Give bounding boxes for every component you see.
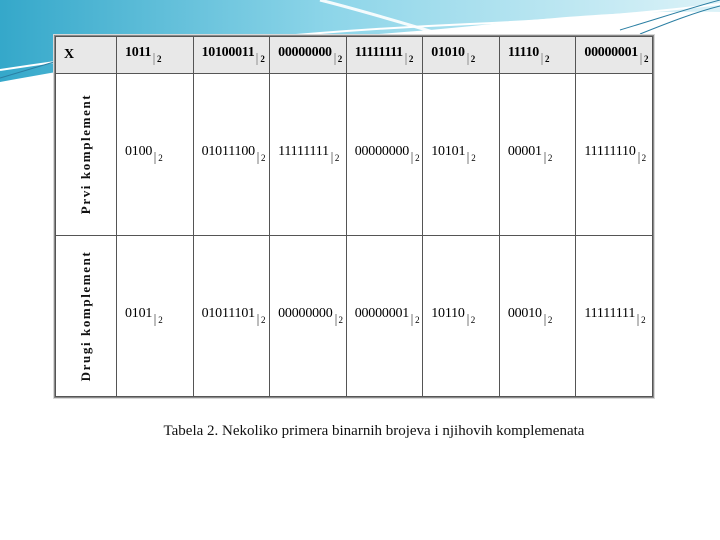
table-cell: 00010 2 (499, 235, 576, 397)
header-value-cell: 01010 2 (423, 37, 500, 74)
table-row-prvi-komplement (56, 74, 653, 236)
table-caption: Tabela 2. Nekoliko primera binarnih brojeva i njihovih komplemenata (163, 423, 585, 439)
table-row-drugi-komplement (56, 235, 653, 397)
header-value-cell: 10100011 2 (193, 37, 270, 74)
header-value-cell: 00000000 2 (270, 37, 347, 74)
header-value-cell: 00000001 2 (576, 37, 653, 74)
table-cell: 01011100 2 (193, 74, 270, 236)
x-header-cell: X (56, 37, 117, 74)
table-cell: 00000001 2 (346, 235, 423, 397)
table-cell: 11111111 2 (576, 235, 653, 397)
table-cell: 0100 2 (117, 74, 194, 236)
table-cell: 0101 2 (117, 235, 194, 397)
complement-table-frame (54, 35, 654, 398)
table-cell: 00001 2 (499, 74, 576, 236)
row-label-cell (56, 235, 117, 397)
table-cell: 00000000 2 (270, 235, 347, 397)
header-value-cell: 1011 2 (117, 37, 194, 74)
table-cell: 11111111 2 (270, 74, 347, 236)
table-cell: 10110 2 (423, 235, 500, 397)
table-cell: 01011101 2 (193, 235, 270, 397)
table-cell: 00000000 2 (346, 74, 423, 236)
table-cell: 11111110 2 (576, 74, 653, 236)
header-value-cell: 11111111 2 (346, 37, 423, 74)
table-cell: 10101 2 (423, 74, 500, 236)
row-label-prvi-komplement: Prvi komplement (78, 94, 93, 215)
table-header-row (56, 37, 653, 74)
row-label-cell (56, 74, 117, 236)
header-value-cell: 11110 2 (499, 37, 576, 74)
binary-complement-table (55, 36, 653, 397)
row-label-drugi-komplement: Drugi komplement (78, 250, 93, 382)
